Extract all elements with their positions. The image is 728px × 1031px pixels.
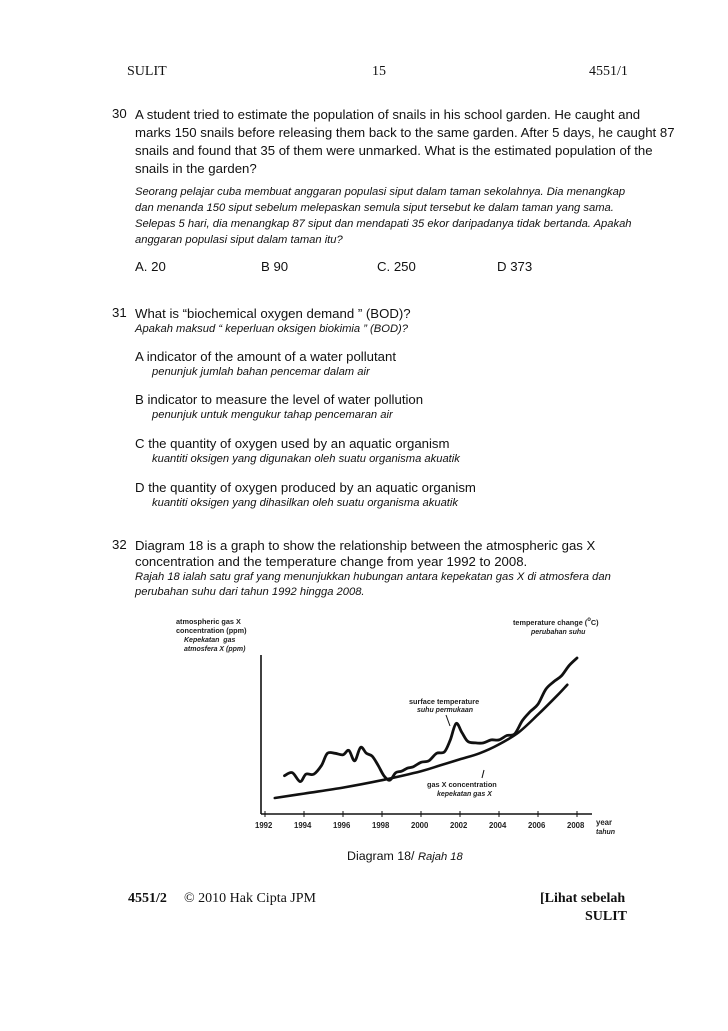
diagram-caption-en: Diagram 18/ [347,849,418,863]
surface-temperature-point-28 [467,741,468,742]
surface-temperature-point-9 [348,750,349,751]
surface-temperature-point-20 [413,766,414,767]
gas-concentration-point-11 [557,695,558,696]
x-tick-label-1996: 1996 [333,821,351,830]
question-31-option-d[interactable]: D the quantity of oxygen produced by an aquatic organism [135,480,476,495]
x-tick-label-2008: 2008 [567,821,585,830]
surface-temperature-point-30 [483,742,484,743]
x-axis-tick-labels [255,821,585,830]
surface-temperature-point-6 [327,753,328,754]
gas-concentration-point-10 [537,714,538,715]
question-30-en-line-1: A student tried to estimate the population of snails in his school garden. He caught and [135,107,641,122]
question-30-ms-line-2: dan menanda 150 siput sebelum melepaskan semula siput tersebut ke dalam taman yang sama. [135,202,614,214]
surface-temperature-point-42 [576,657,577,658]
surface-temperature-point-33 [506,735,507,736]
question-30-en-line-3: snails and found that 35 of them were unmarked. What is the estimated population of the [135,143,653,158]
surface-temperature-point-10 [354,760,355,761]
gas-concentration-point-6 [459,759,460,760]
question-31-number: 31 [112,305,127,320]
surface-temperature-label: surface temperature [409,697,480,706]
surface-temperature-point-21 [420,762,421,763]
footer-sulit: SULIT [585,909,628,924]
surface-temperature-point-32 [498,739,499,740]
question-30-en-line-2: marks 150 snails before releasing them back to the same garden. After 5 days, he caught 87 [135,125,675,140]
surface-temperature-point-12 [366,753,367,754]
x-tick-label-1992: 1992 [255,821,273,830]
x-tick-label-2006: 2006 [528,821,546,830]
gas-concentration-label: gas X concentration [427,780,497,789]
page-number: 15 [372,64,386,79]
surface-temperature-point-29 [475,742,476,743]
diagram-caption [347,849,463,863]
surface-temperature-point-25 [450,739,451,740]
surface-temperature-point-36 [530,711,531,712]
footer-next-page: [Lihat sebelah [540,891,626,906]
question-30-ms-line-3: Selepas 5 hari, dia menangkap 87 siput dan mendapati 35 ekor daripadanya tidak bertanda. Apakah [135,218,632,230]
question-31-ms: Apakah maksud “ keperluan oksigen biokimia ” (BOD)? [135,323,408,335]
question-32-en-line-2: concentration and the temperature change from year 1992 to 2008. [135,554,528,569]
surface-temperature-point-23 [436,753,437,754]
surface-temperature-point-7 [335,753,336,754]
question-31-option-a-ms: penunjuk jumlah bahan pencemar dalam air [152,366,370,378]
question-31-option-a[interactable]: A indicator of the amount of a water pollutant [135,349,396,364]
surface-temperature-point-11 [360,747,361,748]
surface-temperature-point-22 [428,760,429,761]
surface-temperature-point-8 [342,754,343,755]
gas-concentration-pointer [482,770,484,778]
surface-temperature-point-3 [305,774,306,775]
diagram-caption-ms: Rajah 18 [417,851,463,863]
surface-temperature-point-5 [321,765,322,766]
surface-temperature-point-24 [444,751,445,752]
left-label-line-1: atmospheric gas X [176,617,241,626]
footer-code: 4551/2 [128,891,167,906]
question-30-ms-line-1: Seorang pelajar cuba membuat anggaran populasi siput dalam taman sekolahnya. Dia menangkap [135,186,626,198]
surface-temperature-point-0 [284,775,285,776]
gas-concentration-point-2 [342,787,343,788]
question-30-option-d[interactable]: D 373 [497,259,533,274]
x-axis-label-ms: tahun [596,829,616,836]
question-31-option-b-ms: penunjuk untuk mengukur tahap pencemaran air [152,409,393,421]
gas-concentration-point-8 [498,744,499,745]
gas-concentration-point-7 [479,753,480,754]
right-label-text: temperature change ( [513,618,588,627]
surface-temperature-point-18 [401,771,402,772]
gas-concentration-point-1 [303,793,304,794]
surface-temperature-point-1 [292,772,293,773]
surface-temperature-point-40 [561,675,562,676]
left-label-ms-line-2: atmosfera X (ppm) [184,646,246,653]
header-sulit: SULIT [127,64,167,79]
question-30-option-b[interactable]: B 90 [261,259,289,274]
surface-temperature-point-34 [514,733,515,734]
gas-concentration-point-9 [518,732,519,733]
x-tick-label-2000: 2000 [411,821,429,830]
surface-temperature-point-41 [569,665,570,666]
gas-concentration-point-12 [567,684,568,685]
question-31-option-b[interactable]: B indicator to measure the level of water pollution [135,392,424,407]
gas-concentration-point-5 [440,765,441,766]
question-32-number: 32 [112,537,127,552]
question-31-option-c-ms: kuantiti oksigen yang digunakan oleh suatu organisma akuatik [152,453,460,465]
question-32-en-line-1: Diagram 18 is a graph to show the relationship between the atmospheric gas X [135,538,596,553]
surface-temperature-point-31 [491,739,492,740]
left-label-ms-line-1: Kepekatan gas [184,637,236,644]
right-label-ms: perubahan suhu [531,629,586,636]
surface-temperature-label-ms: suhu permukaan [417,707,474,714]
x-tick-label-1994: 1994 [294,821,312,830]
question-31-option-c[interactable]: C the quantity of oxygen used by an aquatic organism [135,436,450,451]
question-30-ms-line-4: anggaran populasi siput dalam taman itu? [135,234,343,246]
surface-temperature-point-38 [545,689,546,690]
question-32-ms-line-2: perubahan suhu dari tahun 1992 hingga 2008. [135,586,365,598]
question-30-option-a[interactable]: A. 20 [135,259,166,274]
gas-concentration-label-ms: kepekatan gas X [437,791,492,798]
surface-temperature-point-35 [522,720,523,721]
surface-temperature-point-39 [553,681,554,682]
surface-temperature-pointer [446,715,450,726]
question-30-number: 30 [112,106,127,121]
question-32-ms-line-1: Rajah 18 ialah satu graf yang menunjukkan hubungan antara kepekatan gas X di atmosfera dan [135,571,611,583]
surface-temperature-point-16 [389,780,390,781]
question-30-en-line-4: snails in the garden? [135,161,257,176]
question-30-option-c[interactable]: C. 250 [377,259,416,274]
surface-temperature-point-27 [461,732,462,733]
y-axis-right-label [513,617,599,636]
right-label-unit: C) [590,618,599,627]
question-31-option-d-ms: kuantiti oksigen yang dihasilkan oleh suatu organisma akuatik [152,497,458,509]
gas-concentration-point-3 [381,780,382,781]
surface-temperature-point-14 [378,765,379,766]
surface-temperature-point-15 [383,775,384,776]
paper-code: 4551/1 [589,64,628,79]
right-label-degree: o [587,617,591,623]
x-tick-label-1998: 1998 [372,821,390,830]
surface-temperature-point-37 [537,704,538,705]
surface-temperature-point-13 [372,756,373,757]
surface-temperature-point-2 [300,781,301,782]
surface-temperature-point-26 [456,723,457,724]
svg-text:temperature change (oC) [513,617,599,627]
left-label-line-2: concentration (ppm) [176,626,247,635]
x-tick-label-2004: 2004 [489,821,507,830]
surface-temperature-point-19 [407,768,408,769]
y-axis-left-label [176,617,247,653]
surface-temperature-point-17 [395,772,396,773]
footer-copyright: © 2010 Hak Cipta JPM [184,891,316,906]
gas-concentration-point-4 [420,771,421,772]
question-31-en: What is “biochemical oxygen demand ” (BOD)? [135,306,411,321]
gas-concentration-point-0 [274,797,275,798]
x-tick-label-2002: 2002 [450,821,468,830]
surface-temperature-point-4 [313,774,314,775]
x-axis-label: year [596,818,613,827]
